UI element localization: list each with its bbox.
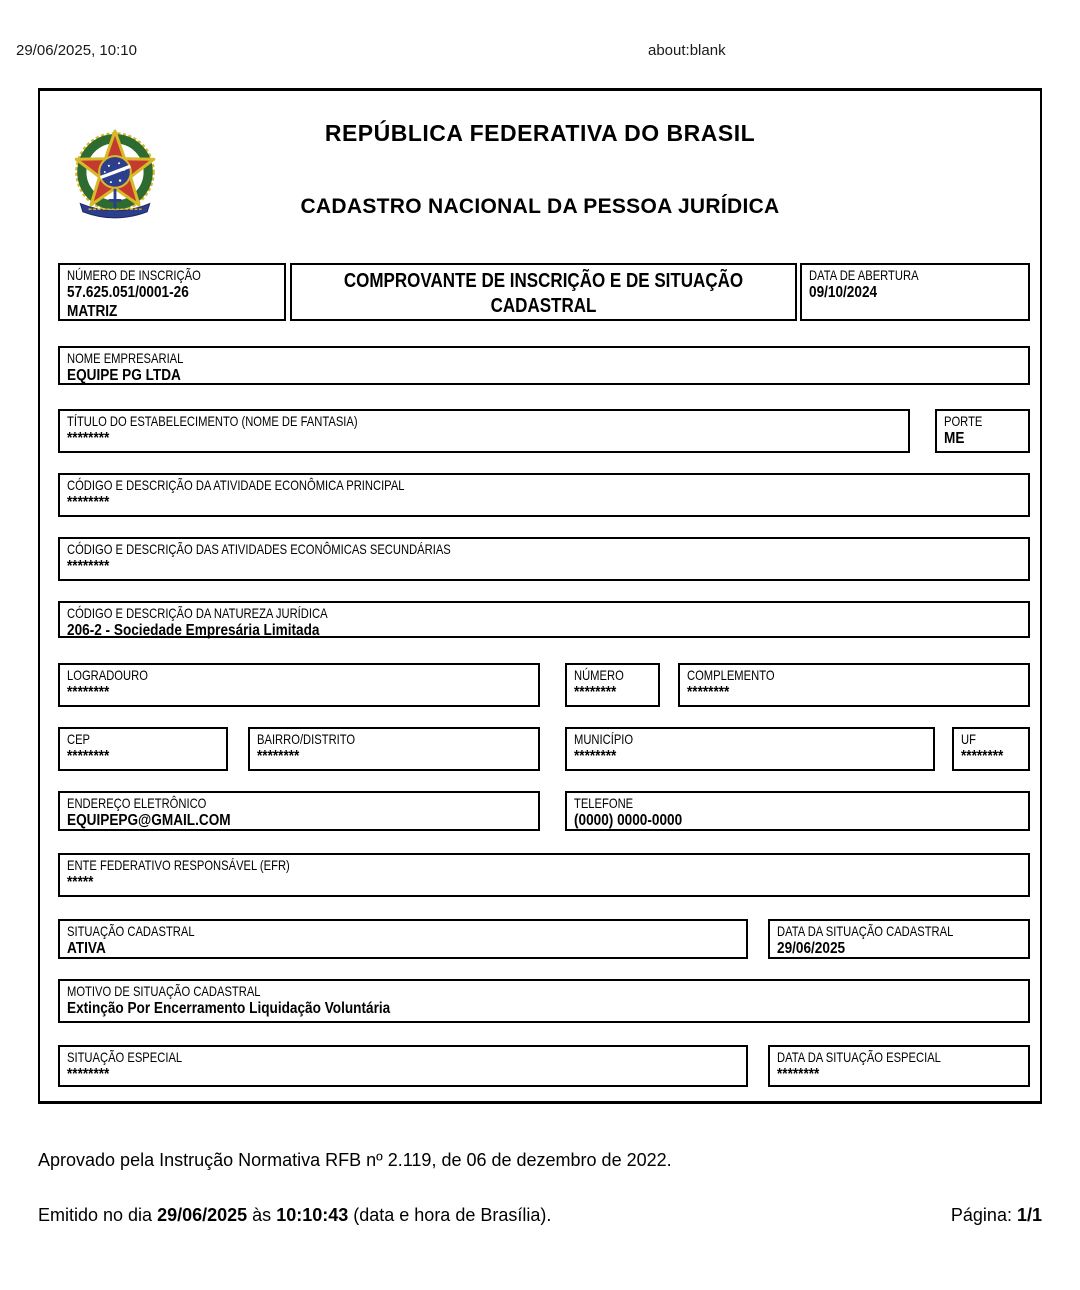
field-numero-inscricao xyxy=(58,263,286,321)
field-label: TELEFONE xyxy=(574,795,634,811)
print-datetime: 29/06/2025, 10:10 xyxy=(16,42,137,59)
field-value: (0000) 0000-0000 xyxy=(574,812,683,829)
field-value: 29/06/2025 xyxy=(777,940,846,957)
cnpj-document-frame xyxy=(38,88,1042,1104)
emitted-conjunction: às xyxy=(247,1205,277,1225)
field-atividades-secundarias xyxy=(58,537,1030,581)
print-page-url: about:blank xyxy=(648,42,726,59)
field-label: MOTIVO DE SITUAÇÃO CADASTRAL xyxy=(67,983,261,999)
emission-note xyxy=(38,1205,551,1226)
field-endereco-eletronico xyxy=(58,791,540,831)
field-value: ******** xyxy=(687,684,730,701)
field-situacao-especial xyxy=(58,1045,748,1087)
field-bairro-distrito xyxy=(248,727,540,771)
field-label: DATA DE ABERTURA xyxy=(809,267,919,283)
field-municipio xyxy=(565,727,935,771)
field-label: NÚMERO DE INSCRIÇÃO xyxy=(67,267,201,283)
field-value: ******** xyxy=(574,684,617,701)
field-label: SITUAÇÃO CADASTRAL xyxy=(67,923,195,939)
field-atividade-principal xyxy=(58,473,1030,517)
field-uf xyxy=(952,727,1030,771)
field-value: 09/10/2024 xyxy=(809,284,878,301)
field-value: ATIVA xyxy=(67,940,106,957)
field-comprovante-title xyxy=(290,263,797,321)
approval-note: Aprovado pela Instrução Normativa RFB nº 2.119, de 06 de dezembro de 2022. xyxy=(38,1150,672,1170)
field-label: SITUAÇÃO ESPECIAL xyxy=(67,1049,183,1065)
field-value: ******** xyxy=(777,1066,820,1083)
field-value: ******** xyxy=(67,684,110,701)
document-subtitle: CADASTRO NACIONAL DA PESSOA JURÍDICA xyxy=(300,195,780,218)
field-value: ME xyxy=(944,430,965,447)
field-label: BAIRRO/DISTRITO xyxy=(257,731,356,747)
emitted-time: 10:10:43 xyxy=(276,1205,349,1225)
field-data-situacao-especial xyxy=(768,1045,1030,1087)
document-title: REPÚBLICA FEDERATIVA DO BRASIL xyxy=(324,120,756,146)
field-cep xyxy=(58,727,228,771)
field-label: ENDEREÇO ELETRÔNICO xyxy=(67,795,207,811)
emitted-date: 29/06/2025 xyxy=(157,1205,248,1225)
field-value: 57.625.051/0001-26 xyxy=(67,284,189,301)
field-label: MUNICÍPIO xyxy=(574,731,634,747)
field-value: ******** xyxy=(67,494,110,511)
field-label: DATA DA SITUAÇÃO CADASTRAL xyxy=(777,923,954,939)
page-indicator xyxy=(951,1205,1042,1226)
field-numero xyxy=(565,663,660,707)
field-value: ******** xyxy=(67,558,110,575)
field-nome-empresarial xyxy=(58,346,1030,385)
field-label: NOME EMPRESARIAL xyxy=(67,350,184,366)
field-value: EQUIPE PG LTDA xyxy=(67,367,181,384)
field-label: ENTE FEDERATIVO RESPONSÁVEL (EFR) xyxy=(67,857,290,873)
field-motivo-situacao-cadastral xyxy=(58,979,1030,1023)
field-efr xyxy=(58,853,1030,897)
page-value: 1/1 xyxy=(1016,1205,1042,1225)
field-value: ******** xyxy=(67,748,110,765)
field-titulo-estabelecimento xyxy=(58,409,910,453)
comprovante-title-text: COMPROVANTE DE INSCRIÇÃO E DE SITUAÇÃO CADASTRAL xyxy=(343,270,744,317)
field-value: ***** xyxy=(67,874,94,891)
field-value: ******** xyxy=(961,748,1004,765)
field-label: COMPLEMENTO xyxy=(687,667,775,683)
emitted-prefix: Emitido no dia xyxy=(38,1205,158,1225)
field-logradouro xyxy=(58,663,540,707)
field-porte xyxy=(935,409,1030,453)
field-value: EQUIPEPG@GMAIL.COM xyxy=(67,812,231,829)
field-situacao-cadastral xyxy=(58,919,748,959)
page-label: Página: xyxy=(950,1205,1017,1225)
field-data-situacao-cadastral xyxy=(768,919,1030,959)
field-label: PORTE xyxy=(944,413,983,429)
field-label: LOGRADOURO xyxy=(67,667,148,683)
field-telefone xyxy=(565,791,1030,831)
field-label: CÓDIGO E DESCRIÇÃO DAS ATIVIDADES ECONÔMICAS SECUNDÁRIAS xyxy=(67,541,451,557)
field-value-secondary: MATRIZ xyxy=(67,303,118,320)
field-label: NÚMERO xyxy=(574,667,624,683)
browser-print-header xyxy=(0,42,1080,62)
field-label: CÓDIGO E DESCRIÇÃO DA NATUREZA JURÍDICA xyxy=(67,605,328,621)
emitted-suffix: (data e hora de Brasília). xyxy=(348,1205,552,1225)
field-label: CÓDIGO E DESCRIÇÃO DA ATIVIDADE ECONÔMICA PRINCIPAL xyxy=(67,477,405,493)
field-complemento xyxy=(678,663,1030,707)
field-value: Extinção Por Encerramento Liquidação Voluntária xyxy=(67,1000,391,1017)
field-label: CEP xyxy=(67,731,91,747)
field-data-abertura xyxy=(800,263,1030,321)
field-label: TÍTULO DO ESTABELECIMENTO (NOME DE FANTASIA) xyxy=(67,413,358,429)
field-value: ******** xyxy=(67,430,110,447)
field-value: ******** xyxy=(67,1066,110,1083)
field-label: UF xyxy=(961,731,976,747)
field-natureza-juridica xyxy=(58,601,1030,638)
field-label: DATA DA SITUAÇÃO ESPECIAL xyxy=(777,1049,941,1065)
field-value: 206-2 - Sociedade Empresária Limitada xyxy=(67,622,320,639)
field-value: ******** xyxy=(257,748,300,765)
field-value: ******** xyxy=(574,748,617,765)
